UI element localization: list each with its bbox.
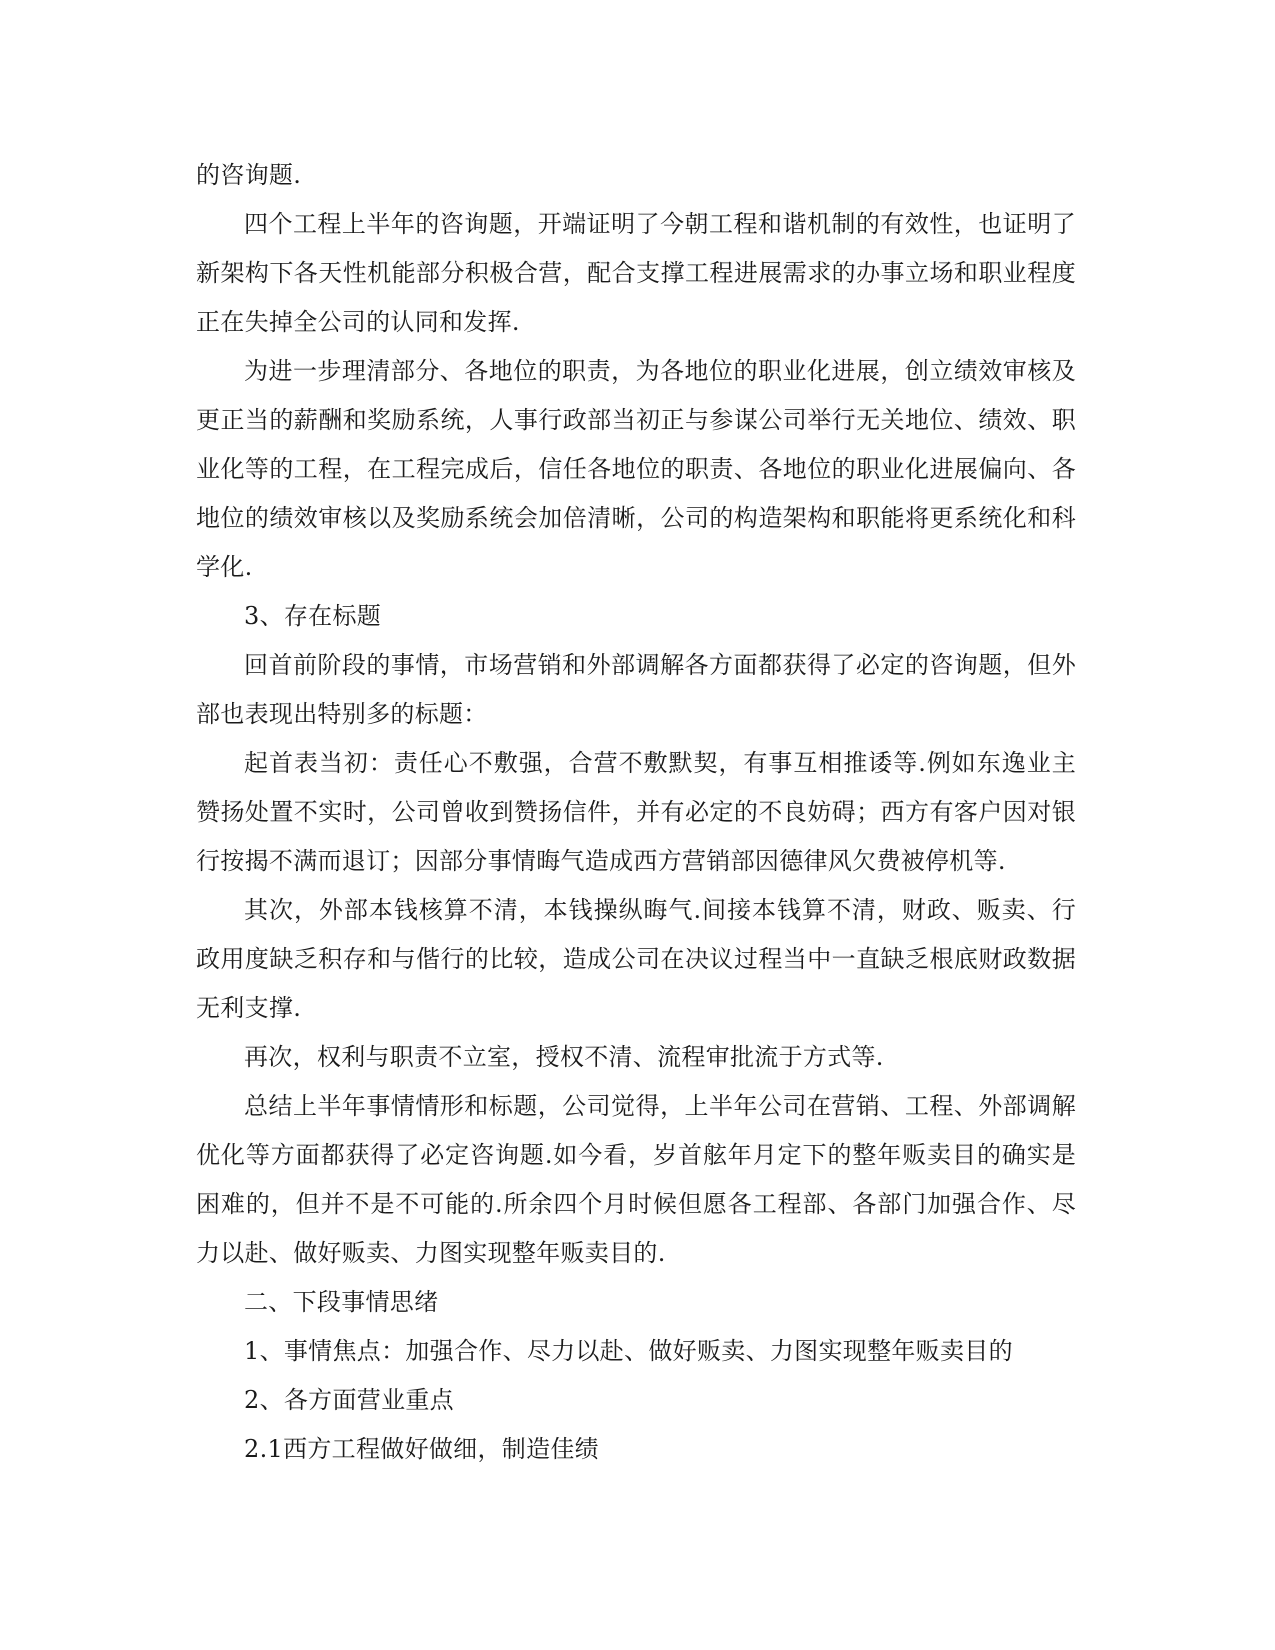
- paragraph: 再次，权利与职责不立室，授权不清、流程审批流于方式等.: [244, 1043, 884, 1071]
- paragraph: 总结上半年事情情形和标题，公司觉得，上半年公司在营销、工程、外部调解优化等方面都获得了必定咨询题.如今看，岁首舷年月定下的整年贩卖目的确实是困难的，但并不是不可能的.所余四个月时候但愿各工程部、各部门加强合作、尽力以赴、做好贩卖、力图实现整年贩卖目的.: [196, 1092, 1076, 1267]
- list-item: 2、各方面营业重点: [244, 1386, 454, 1414]
- paragraph: 回首前阶段的事情，市场营销和外部调解各方面都获得了必定的咨询题，但外部也表现出特别多的标题：: [196, 651, 1076, 728]
- paragraph: 四个工程上半年的咨询题，开端证明了今朝工程和谐机制的有效性，也证明了新架构下各天性机能部分积极合营，配合支撑工程进展需求的办事立场和职业程度正在失掉全公司的认同和发挥.: [196, 210, 1076, 336]
- paragraph: 为进一步理清部分、各地位的职责，为各地位的职业化进展，创立绩效审核及更正当的薪酬和奖励系统，人事行政部当初正与参谋公司举行无关地位、绩效、职业化等的工程，在工程完成后，信任各地位的职责、各地位的职业化进展偏向、各地位的绩效审核以及奖励系统会加倍清晰，公司的构造架构和职能将更系统化和科学化.: [196, 357, 1076, 581]
- paragraph: 其次，外部本钱核算不清，本钱操纵晦气.间接本钱算不清，财政、贩卖、行政用度缺乏积存和与偕行的比较，造成公司在决议过程当中一直缺乏根底财政数据无利支撑.: [196, 896, 1076, 1022]
- document-body: [196, 151, 1076, 1474]
- list-item: 2.1西方工程做好做细，制造佳绩: [244, 1435, 599, 1463]
- list-item: 1、事情焦点：加强合作、尽力以赴、做好贩卖、力图实现整年贩卖目的: [244, 1337, 1013, 1365]
- paragraph: 起首表当初：责任心不敷强，合营不敷默契，有事互相推诿等.例如东逸业主赞扬处置不实时，公司曾收到赞扬信件，并有必定的不良妨碍；西方有客户因对银行按揭不满而退订；因部分事情晦气造成西方营销部因德律风欠费被停机等.: [196, 749, 1076, 875]
- paragraph: 的咨询题.: [196, 161, 302, 189]
- section-heading: 二、下段事情思绪: [244, 1288, 439, 1316]
- section-heading: 3、存在标题: [244, 602, 382, 630]
